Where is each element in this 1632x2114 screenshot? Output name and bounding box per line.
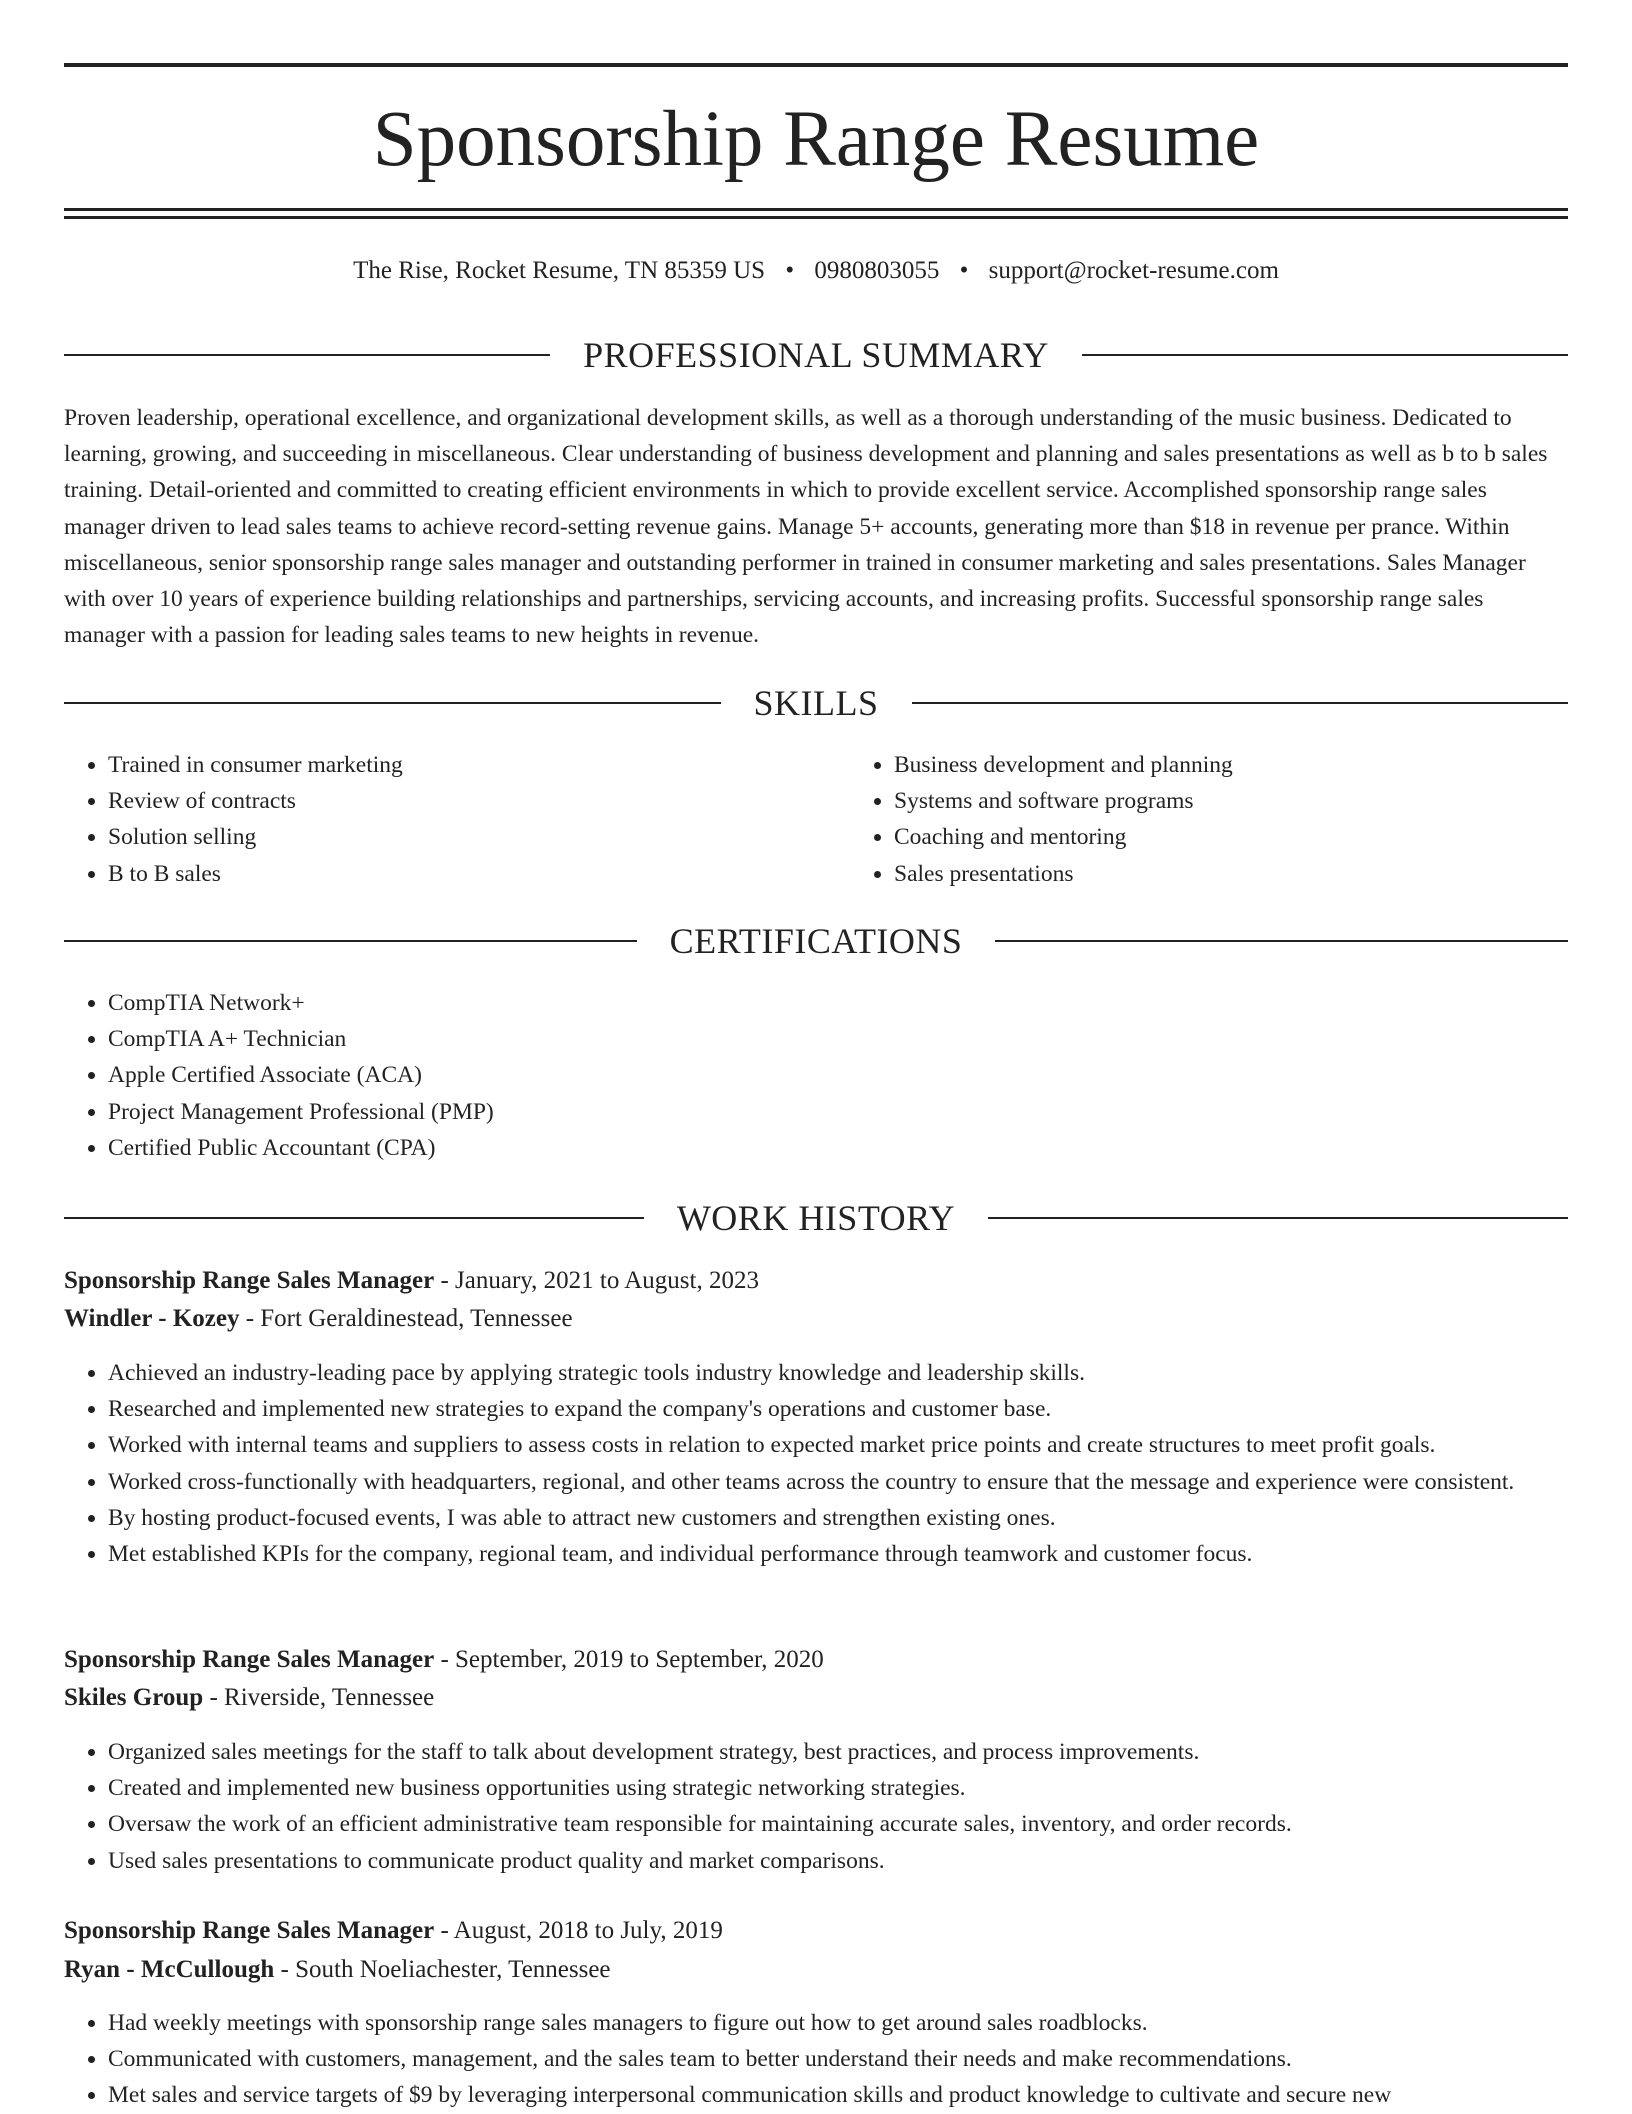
skill-item: • Business development and planning (894, 747, 1233, 783)
skill-item: • Review of contracts (108, 783, 850, 819)
job-location: - Fort Geraldinestead, Tennessee (239, 1305, 573, 1332)
certifications-list (64, 985, 494, 1166)
section-heading-label: SKILLS (753, 683, 879, 723)
job-bullet: • Oversaw the work of an efficient administrative team responsible for maintaining accurate sales, inventory, and order records. (108, 1806, 1568, 1842)
summary-text: Proven leadership, operational excellence, and organizational development skills, as well as a thorough understanding of the music business. Dedicated to learning, growing, and succeeding in miscellaneous. Clear understanding of business development and planning and sales presentations as well as b to b sales training. Detail-oriented and committed to creating efficient environments in which to provide excellent service. Accomplished sponsorship range sales manager driven to lead sales teams to achieve record-setting revenue gains. Manage 5+ accounts, generating more than $18 in revenue per prance. Within miscellaneous, senior sponsorship range sales manager and outstanding performer in trained in consumer marketing and sales presentations. Sales Manager with over 10 years of experience building relationships and partnerships, servicing accounts, and increasing profits. Successful sponsorship range sales manager with a passion for leading sales teams to new heights in revenue. (64, 405, 1548, 649)
job-bullet: • Communicated with customers, management, and the sales team to better understand their needs and make recommendations. (108, 2041, 1568, 2077)
contact-phone: 0980803055 (814, 257, 940, 284)
job-company: Skiles Group (64, 1684, 204, 1711)
job-bullet: • Had weekly meetings with sponsorship range sales managers to figure out how to get around sales roadblocks. (108, 2005, 1568, 2041)
job-location: - Riverside, Tennessee (203, 1684, 435, 1711)
job-bullet: • Met established KPIs for the company, regional team, and individual performance through teamwork and customer focus. (108, 1536, 1568, 1572)
title-rule-lower (64, 216, 1568, 219)
certification-item: • Project Management Professional (PMP) (108, 1094, 494, 1130)
title-rule-upper (64, 208, 1568, 211)
contact-address: The Rise, Rocket Resume, TN 85359 US (353, 257, 766, 284)
skills-column-right (850, 747, 1233, 892)
job-company: Ryan - McCullough (64, 1956, 275, 1983)
heading-rule-left (64, 1217, 644, 1219)
section-heading-label: CERTIFICATIONS (669, 921, 963, 961)
certification-item: • CompTIA A+ Technician (108, 1021, 494, 1057)
resume-title: Sponsorship Range Resume (372, 96, 1260, 183)
heading-rule-right (912, 702, 1569, 704)
contact-separator: • (785, 257, 795, 284)
job-dates: - August, 2018 to July, 2019 (434, 1917, 723, 1944)
job-bullets (64, 2005, 1568, 2114)
job-company: Windler - Kozey (64, 1305, 240, 1332)
certification-item: • Apple Certified Associate (ACA) (108, 1057, 494, 1093)
skill-item: • B to B sales (108, 856, 850, 892)
job-bullet: • Used sales presentations to communicate product quality and market comparisons. (108, 1843, 1568, 1879)
heading-rule-left (64, 940, 637, 942)
heading-rule-left (64, 702, 721, 704)
job-company-line (64, 1679, 434, 1717)
job-bullet: • By hosting product-focused events, I was able to attract new customers and strengthen existing ones. (108, 1500, 1568, 1536)
contact-email: support@rocket-resume.com (988, 257, 1279, 284)
skill-item: • Sales presentations (894, 856, 1233, 892)
job-company-line (64, 1300, 573, 1338)
skill-item: • Systems and software programs (894, 783, 1233, 819)
job-dates: - September, 2019 to September, 2020 (434, 1646, 824, 1673)
job-role: Sponsorship Range Sales Manager (64, 1646, 435, 1673)
job-role-line (64, 1262, 759, 1300)
job-location: - South Noeliachester, Tennessee (274, 1956, 611, 1983)
heading-rule-right (1082, 354, 1568, 356)
job-role-line (64, 1912, 723, 1950)
job-bullets (64, 1355, 1568, 1572)
skill-item: • Solution selling (108, 819, 850, 855)
section-heading-label: PROFESSIONAL SUMMARY (583, 335, 1049, 375)
job-role-line (64, 1641, 824, 1679)
certification-item: • Certified Public Accountant (CPA) (108, 1130, 494, 1166)
section-heading-skills (64, 681, 1568, 725)
job-bullet: • Achieved an industry-leading pace by applying strategic tools industry knowledge and leadership skills. (108, 1355, 1568, 1391)
job-dates: - January, 2021 to August, 2023 (434, 1267, 759, 1294)
section-heading-certifications (64, 919, 1568, 963)
skills-column-left (64, 747, 850, 892)
skills-list (64, 747, 1568, 892)
contact-separator: • (959, 257, 969, 284)
job-company-line (64, 1951, 611, 1989)
job-role: Sponsorship Range Sales Manager (64, 1267, 435, 1294)
heading-rule-left (64, 354, 550, 356)
top-rule (64, 63, 1568, 67)
job-bullet: • Met sales and service targets of $9 by leveraging interpersonal communication skills and product knowledge to cultivate and secure new (108, 2077, 1568, 2113)
job-bullet: • Worked cross-functionally with headquarters, regional, and other teams across the country to ensure that the message and experience were consistent. (108, 1464, 1568, 1500)
job-bullet: • Created and implemented new business opportunities using strategic networking strategies. (108, 1770, 1568, 1806)
job-bullet: • Researched and implemented new strategies to expand the company's operations and customer base. (108, 1391, 1568, 1427)
job-bullets (64, 1734, 1568, 1879)
skill-item: • Coaching and mentoring (894, 819, 1233, 855)
contact-line (64, 254, 1568, 288)
job-bullet: • Worked with internal teams and suppliers to assess costs in relation to expected market price points and create structures to meet profit goals. (108, 1427, 1568, 1463)
heading-rule-right (995, 940, 1568, 942)
section-heading-summary (64, 333, 1568, 377)
job-role: Sponsorship Range Sales Manager (64, 1917, 435, 1944)
job-bullet: • Organized sales meetings for the staff to talk about development strategy, best practices, and process improvements. (108, 1734, 1568, 1770)
section-heading-label: WORK HISTORY (676, 1198, 956, 1238)
certification-item: • CompTIA Network+ (108, 985, 494, 1021)
skill-item: • Trained in consumer marketing (108, 747, 850, 783)
heading-rule-right (988, 1217, 1568, 1219)
section-heading-work-history (64, 1196, 1568, 1240)
